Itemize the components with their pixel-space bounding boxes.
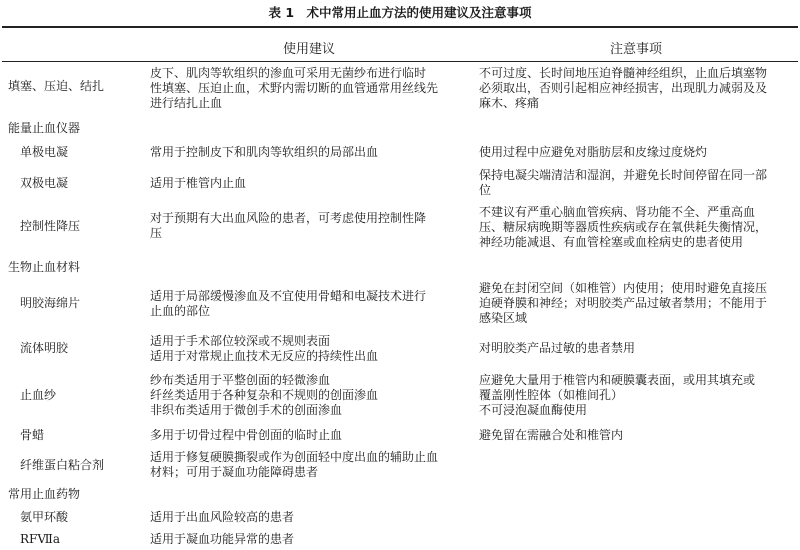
row-advice: 多用于切骨过程中骨创面的临时止血	[150, 428, 343, 442]
section-heading: 常用止血药物	[8, 487, 81, 501]
row-advice: 纱布类适用于平整创面的轻微渗血 纤丝类适用于各种复杂和不规则的创面渗血 非织布类适用于微创手术的创面渗血	[150, 373, 379, 417]
row-caution: 保持电凝尖端清洁和湿润，并避免长时间停留在同一部 位	[479, 168, 768, 197]
row-advice: 适用于局部缓慢渗血及不宜使用骨蜡和电凝技术进行 止血的部位	[150, 289, 427, 318]
row-advice: 适用于凝血功能异常的患者	[150, 532, 295, 546]
row-advice: 适用于出血风险较高的患者	[150, 510, 295, 524]
row-caution: 避免留在需融合处和椎管内	[479, 428, 624, 442]
row-advice: 常用于控制皮下和肌肉等软组织的局部出血	[150, 145, 379, 159]
table-title: 表 1 术中常用止血方法的使用建议及注意事项	[268, 5, 532, 20]
header-caution: 注意事项	[610, 42, 663, 57]
row-method: 明胶海绵片	[20, 296, 81, 310]
row-advice: 适用于椎管内止血	[150, 176, 247, 190]
row-advice: 适用于修复硬膜撕裂或作为创面轻中度出血的辅助止血 材料；可用于凝血功能障碍患者	[150, 450, 439, 479]
row-method: 单极电凝	[20, 145, 69, 159]
row-caution: 避免在封闭空间（如椎管）内使用；使用时避免直接压 迫硬脊膜和神经；对明胶类产品过敏者禁用；不能用于 感染区域	[479, 281, 768, 325]
row-caution: 对明胶类产品过敏的患者禁用	[479, 341, 636, 355]
row-method: 纤维蛋白粘合剂	[20, 458, 105, 472]
row-method: 控制性降压	[20, 219, 81, 233]
row-method: 止血纱	[20, 388, 57, 402]
row-method: 流体明胶	[20, 341, 69, 355]
row-advice: 皮下、肌肉等软组织的渗血可采用无菌纱布进行临时 性填塞、压迫止血，术野内需切断的血管通常用丝线先 进行结扎止血	[150, 66, 439, 110]
row-caution: 不可过度、长时间地压迫脊髓神经组织，止血后填塞物 必须取出，否则引起相应神经损害，出现肌力减弱及及 麻木、疼痛	[479, 66, 768, 110]
row-method: 双极电凝	[20, 176, 69, 190]
row-method: RFⅦa	[20, 532, 61, 546]
row-caution: 不建议有严重心脑血管疾病、肾功能不全、严重高血 压、糖尿病晚期等器质性疾病或存在氧供耗失衡情况， 神经功能减退、有血管栓塞或血栓病史的患者使用	[479, 205, 768, 249]
row-caution: 应避免大量用于椎管内和硬膜囊表面，或用其填充或 覆盖刚性腔体（如椎间孔） 不可浸泡凝血酶使用	[479, 373, 756, 417]
header-rule	[2, 61, 798, 62]
top-rule	[2, 26, 798, 28]
header-advice: 使用建议	[283, 42, 336, 57]
row-caution: 使用过程中应避免对脂肪层和皮缘过度烧灼	[479, 145, 708, 159]
row-method: 骨蜡	[20, 428, 45, 442]
section-heading: 能量止血仪器	[8, 121, 81, 135]
section-heading: 生物止血材料	[8, 260, 81, 274]
row-method: 填塞、压迫、结扎	[8, 79, 105, 93]
row-advice: 对于预期有大出血风险的患者，可考虑使用控制性降 压	[150, 211, 427, 240]
row-advice: 适用于手术部位较深或不规则表面 适用于对常规止血技术无反应的持续性出血	[150, 334, 379, 363]
row-method: 氨甲环酸	[20, 510, 69, 524]
